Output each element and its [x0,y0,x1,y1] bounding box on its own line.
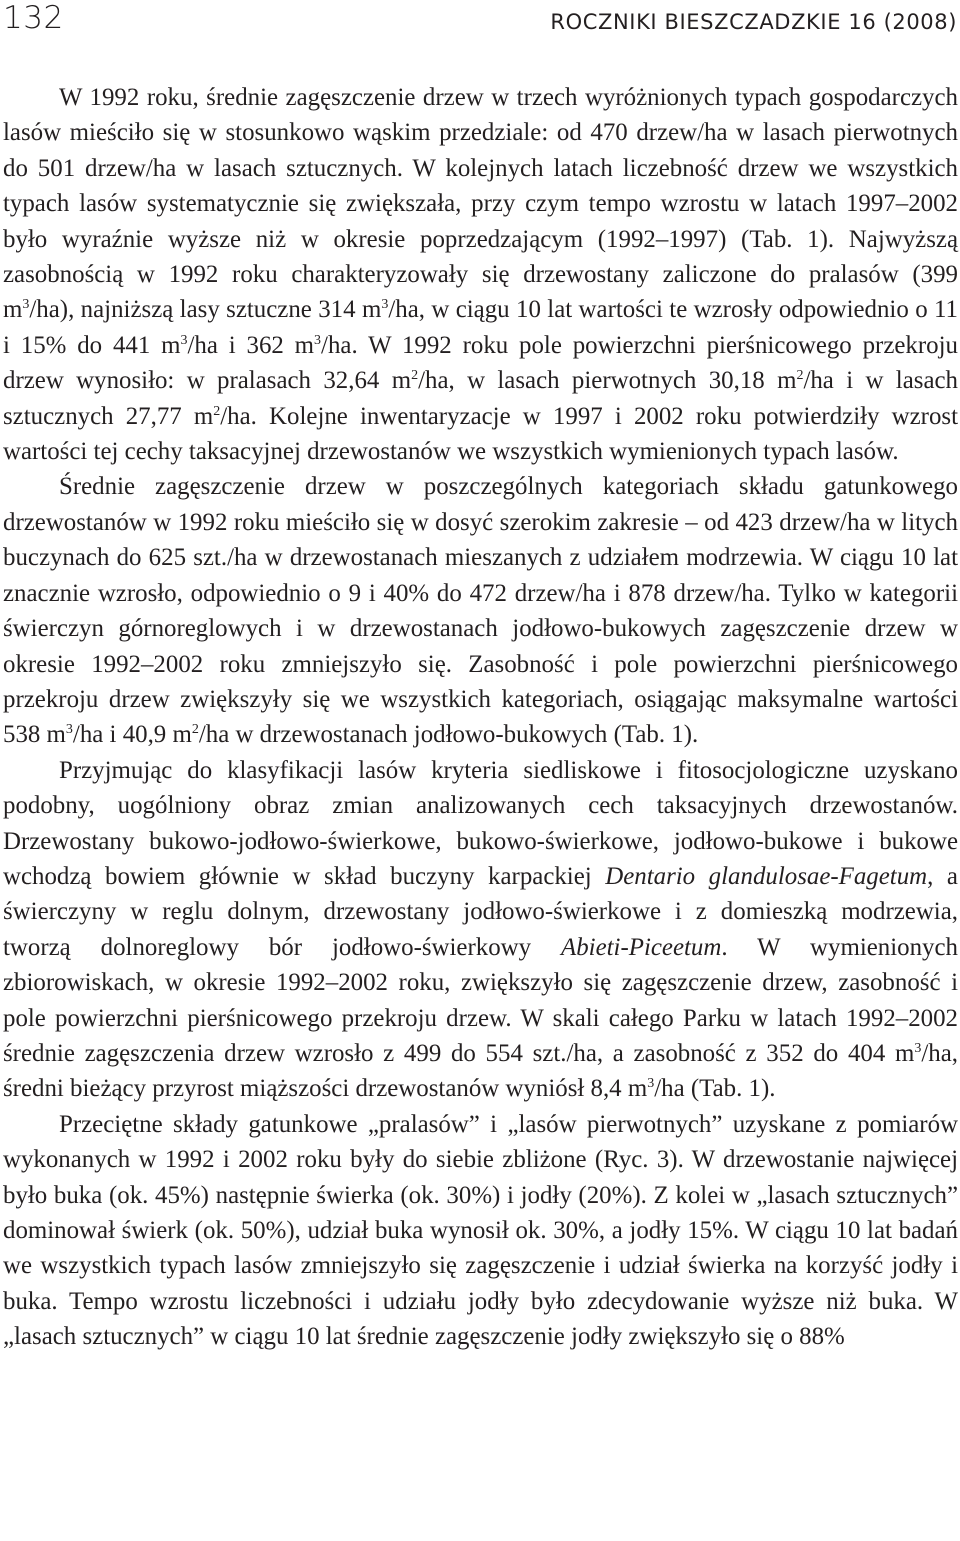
superscript: 3 [914,1040,922,1056]
text-run: /ha i 40,9 m [72,721,192,749]
superscript: 3 [381,297,389,313]
text-run: /ha, w ciągu 10 lat wartości te wzrosły odpowiednio o 11 i 15% do 441 m [3,296,958,359]
running-title: ROCZNIKI BIESZCZADZKIE 16 (2008) [550,10,957,34]
article-body [3,80,958,1355]
text-run: /ha w drzewostanach jodłowo-bukowych (Tab. 1). [198,721,699,749]
text-run: Przeciętne składy gatunkowe „pralasów” i „lasów pierwotnych” uzyskane z pomiarów wykonanych w 1992 i 2002 roku były do siebie zbliżone (Ryc. 3). W drzewostanie najwięcej było buka (ok. 45%) następnie świerka (ok. 30%) i jodły (20%). Z kolei w „lasach sztucznych” dominował świerk (ok. 50%), udział buka wynosił ok. 30%, a jodły 15%. W ciągu 10 lat badań we wszystkich typach lasów zmniejszyło się zagęszczenie i udział świerka na korzyść jodły i buka. Tempo wzrostu liczebności i udziału jodły było zdecydowanie wyższe niż buka. W „lasach sztucznych” w ciągu 10 lat średnie zagęszczenie jodły zwiększyło się o 88% [3,1110,958,1351]
text-run: /ha i 362 m [187,331,315,359]
superscript: 3 [180,332,188,348]
paragraph [3,80,958,469]
text-run: /ha (Tab. 1). [654,1075,776,1103]
paragraph [3,1107,958,1355]
superscript: 2 [213,403,221,419]
text-run: , a świerczyny w reglu dolnym, drzewostany jodłowo-świerkowe i z domieszką modrzewia, tworzą dolnoreglowy bór jodłowo-świerkowy [3,862,958,961]
text-run: /ha. Kolejne inwentaryzacje w 1997 i 2002 roku potwierdziły wzrost wartości tej cechy taksacyjnej drzewostanów we wszystkich wymienionych typach lasów. [3,402,958,466]
text-run: /ha), najniższą lasy sztuczne 314 m [29,296,382,324]
text-run: /ha i w lasach sztucznych 27,77 m [3,367,958,430]
page-header [0,0,960,48]
text-run: /ha. W 1992 roku pole powierzchni pierśnicowego przekroju drzew wynosiło: w pralasach 32,64 m [3,331,958,395]
superscript: 3 [65,722,73,738]
paragraph [3,469,958,752]
superscript: 2 [191,722,199,738]
text-run: Przyjmując do klasyfikacji lasów kryteria siedliskowe i fitosocjologiczne uzyskano podobny, uogólniony obraz zmian analizowanych cech taksacyjnych drzewostanów. Drzewostany bukowo-jodłowo-świerkowe, bukowo-świerkowe, jodłowo-bukowe i bukowe wchodzą bowiem głównie w skład buczyny karpackiej [3,756,958,890]
text-run: /ha, w lasach pierwotnych 30,18 m [418,367,797,395]
species-name: Abieti-Piceetum [561,933,722,961]
text-run: Średnie zagęszczenie drzew w poszczególnych kategoriach składu gatunkowego drzewostanów w 1992 roku mieściło się w dosyć szerokim zakresie – od 423 drzew/ha w litych buczynach do 625 szt./ha w drzewostanach mieszanych z udziałem modrzewia. W ciągu 10 lat znacznie wzrosło, odpowiednio o 9 i 40% do 472 drzew/ha i 878 drzew/ha. Tylko w kategorii świerczyn górnoreglowych i w drzewostanach jodłowo-bukowych zagęszczenie drzew w okresie 1992–2002 roku zmniejszyło się. Zasobność i pole powierzchni pierśnicowego przekroju drzew zwiększyły się we wszystkich kategoriach, osiągając maksymalne wartości 538 m [3,473,958,749]
species-name: Dentario glandulosae-Fagetum [605,862,928,890]
superscript: 3 [647,1076,655,1092]
paragraph [3,753,958,1107]
superscript: 2 [796,368,804,384]
superscript: 3 [314,332,322,348]
superscript: 3 [22,297,30,313]
superscript: 2 [411,368,419,384]
text-run: W 1992 roku, średnie zagęszczenie drzew w trzech wyróżnionych typach gospodarczych lasów mieściło się w stosunkowo wąskim przedziale: od 470 drzew/ha w lasach pierwotnych do 501 drzew/ha w lasach sztucznych. W kolejnych latach liczebność drzew we wszystkich typach lasów systematycznie się zwiększała, przy czym tempo wzrostu w latach 1997–2002 było wyraźnie wyższe niż w okresie poprzedzającym (1992–1997) (Tab. 1). Najwyższą zasobnością w 1992 roku charakteryzowały się drzewostany zaliczone do pralasów (399 m [3,84,958,324]
text-run: /ha, średni bieżący przyrost miąższości drzewostanów wyniósł 8,4 m [3,1039,958,1103]
text-run: . W wymienionych zbiorowiskach, w okresie 1992–2002 roku, zwiększyło się zagęszczenie drzew, zasobność i pole powierzchni pierśnicowego przekroju drzew. W skali całego Parku w latach 1992–2002 średnie zagęszczenia drzew wzrosło z 499 do 554 szt./ha, a zasobność z 352 do 404 m [3,933,958,1067]
page-number: 132 [3,0,64,36]
